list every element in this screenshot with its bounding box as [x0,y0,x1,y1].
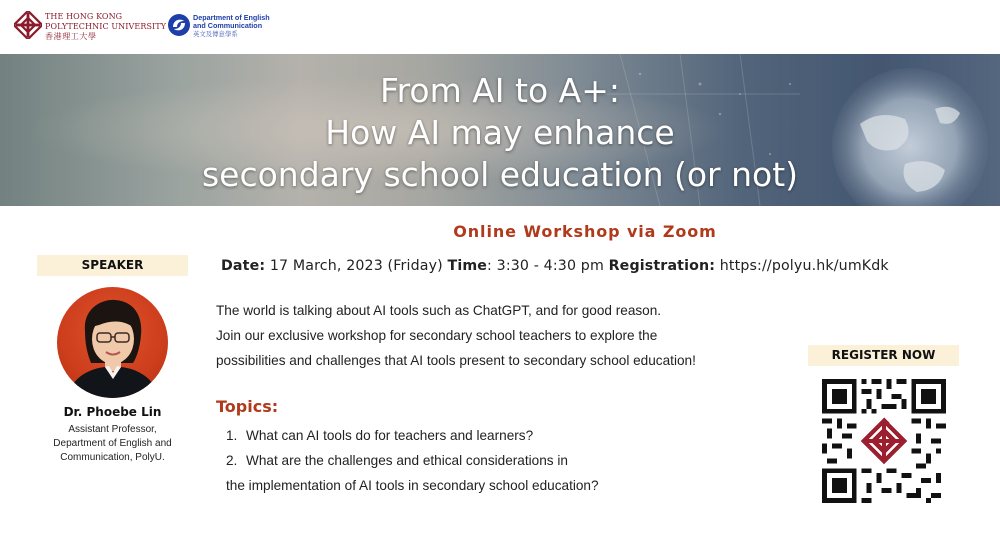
polyu-logo[interactable] [14,10,167,44]
topic-text: What can AI tools do for teachers and learners? [246,428,534,443]
intro-line2: Join our exclusive workshop for secondary school teachers to explore the [216,328,658,343]
logo-bar [0,0,1000,54]
event-info-line [221,258,889,274]
department-name [193,14,270,39]
banner-title-line2: How AI may enhance [325,113,675,152]
department-name-zh: 英文及傳意學系 [193,30,238,38]
speaker-role-line3: Communication, PolyU. [60,452,165,463]
speaker-role [30,423,195,465]
speaker-photo [57,287,168,398]
intro-line3: possibilities and challenges that AI tools present to secondary school education! [216,353,696,368]
register-now-tag: REGISTER NOW [808,345,959,366]
hero-banner [0,54,1000,206]
topic-text: What are the challenges and ethical considerations in [246,453,568,468]
department-name-line2: and Communication [193,21,263,31]
intro-paragraph [216,298,806,373]
banner-title-line1: From AI to A+: [379,71,620,110]
banner-title-line3: secondary school education (or not) [201,155,799,194]
topic-item [226,423,599,448]
time-label: Time [447,258,488,274]
date-label: Date: [221,258,266,274]
department-logo[interactable] [167,13,282,41]
banner-title [0,70,1000,196]
topic-item [226,448,599,473]
speaker-role-line2: Department of English and [53,438,172,449]
event-subtitle: Online Workshop via Zoom [453,222,717,241]
department-logo-icon [167,13,191,37]
department-name-line1: Department of English [193,13,270,22]
time-value: : 3:30 - 4:30 pm [487,258,604,274]
qr-code-icon[interactable] [822,379,946,503]
topics-list [226,423,599,498]
topics-heading: Topics: [216,397,279,416]
date-value: 17 March, 2023 (Friday) [269,258,443,274]
polyu-name-line1: THE HONG KONG [45,12,123,21]
polyu-name [45,12,166,41]
polyu-name-line2: POLYTECHNIC UNIVERSITY [45,21,167,31]
topic-item-continued: the implementation of AI tools in secondary school education? [226,478,599,493]
polyu-logo-icon [14,11,42,39]
registration-label: Registration: [608,258,716,274]
polyu-name-zh: 香港理工大學 [45,31,97,41]
topic-number: 1. [226,428,238,443]
intro-line1: The world is talking about AI tools such as ChatGPT, and for good reason. [216,303,662,318]
speaker-name: Dr. Phoebe Lin [63,405,162,419]
registration-link[interactable]: https://polyu.hk/umKdk [719,258,889,274]
speaker-photo-illustration [57,287,168,398]
speaker-tag: SPEAKER [37,255,188,276]
topic-number: 2. [226,453,238,468]
speaker-role-line1: Assistant Professor, [68,424,157,435]
